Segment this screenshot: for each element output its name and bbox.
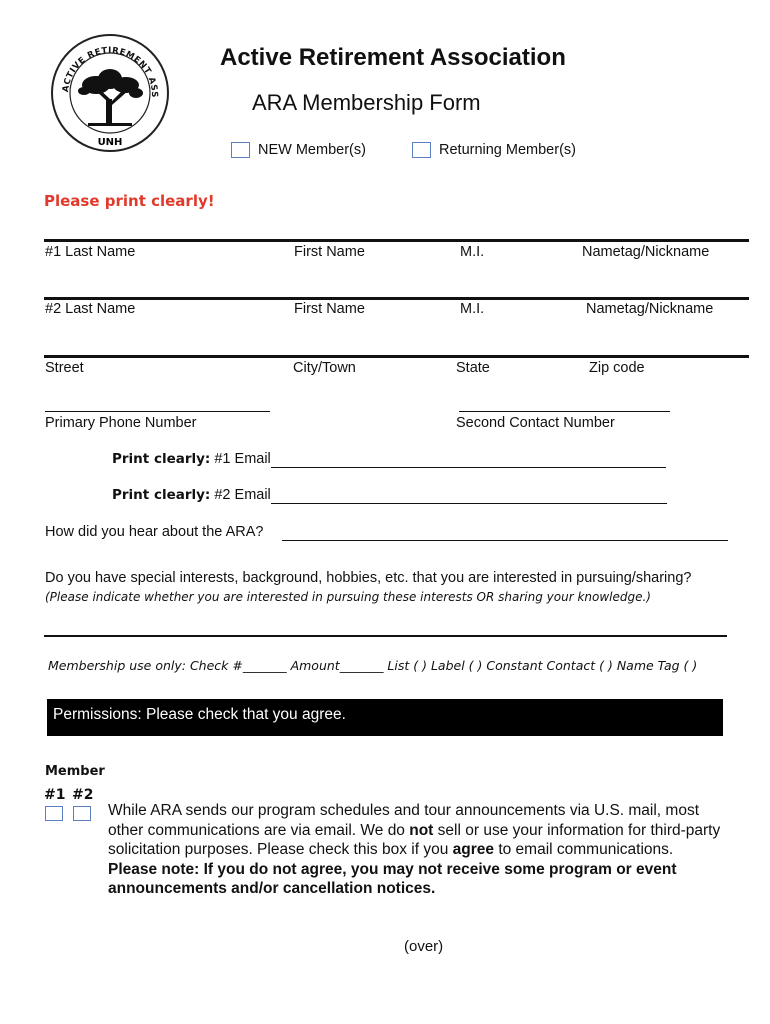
second-phone-line: [459, 411, 670, 412]
email2-prefix: Print clearly:: [112, 487, 211, 503]
hear-about-label: How did you hear about the ARA?: [45, 524, 264, 540]
member1-consent-checkbox[interactable]: [45, 806, 63, 821]
email1-row: [112, 451, 271, 467]
consent-note: Please note: If you do not agree, you may not receive some program or event announcements and/or cancellation notices.: [108, 860, 677, 897]
returning-member-label: Returning Member(s): [439, 142, 576, 158]
returning-member-checkbox[interactable]: [412, 142, 431, 158]
consent-text-agree: agree: [452, 841, 495, 858]
email2-row: [112, 487, 271, 503]
ara-logo: [48, 33, 172, 153]
email1-label: #1 Email: [214, 451, 271, 467]
form-subtitle: ARA Membership Form: [252, 90, 481, 115]
member1-first-name-field[interactable]: First Name: [294, 244, 365, 260]
second-phone-field[interactable]: Second Contact Number: [456, 415, 615, 431]
member2-nickname-field[interactable]: Nametag/Nickname: [586, 301, 714, 317]
permissions-bar: Permissions: Please check that you agree.: [47, 699, 723, 736]
member2-mi-field[interactable]: M.I.: [460, 301, 485, 317]
member2-first-name-field[interactable]: First Name: [294, 301, 365, 317]
new-member-label: NEW Member(s): [258, 142, 366, 158]
email1-field[interactable]: [271, 467, 666, 468]
row1-rule: [44, 239, 749, 242]
office-use-line: Membership use only: Check #_______ Amount_______ List ( ) Label ( ) Constant Contact ( ) Name Tag ( ): [48, 658, 698, 673]
email-consent-text: [108, 801, 728, 899]
member2-last-name-field[interactable]: #2 Last Name: [45, 301, 136, 317]
over-footer: (over): [404, 938, 444, 955]
svg-text:UNH: UNH: [97, 137, 123, 148]
interests-note: (Please indicate whether you are interested in pursuing these interests OR sharing your knowledge.): [45, 590, 651, 604]
email1-prefix: Print clearly:: [112, 451, 211, 467]
interests-question: Do you have special interests, background, hobbies, etc. that you are interested in pursuing/sharing?: [45, 570, 692, 586]
tree-logo-icon: [48, 33, 172, 153]
consent-text-part-b: sell or use your information for third-party solicitation purposes. Please check this box if you: [108, 821, 721, 858]
street-field[interactable]: Street: [45, 360, 84, 376]
email2-label: #2 Email: [214, 487, 271, 503]
state-field[interactable]: State: [456, 360, 490, 376]
member2-number: #2: [72, 787, 94, 803]
row3-rule: [44, 355, 749, 358]
row2-rule: [44, 297, 749, 300]
email2-field[interactable]: [271, 503, 667, 504]
primary-phone-field[interactable]: Primary Phone Number: [45, 415, 197, 431]
member1-mi-field[interactable]: M.I.: [460, 244, 485, 260]
city-field[interactable]: City/Town: [293, 360, 356, 376]
form-title: Active Retirement Association: [220, 44, 566, 71]
consent-text-part-c: to email communications.: [494, 841, 674, 858]
consent-text-not: not: [409, 821, 434, 839]
primary-phone-line: [45, 411, 270, 412]
new-member-option[interactable]: [231, 142, 366, 158]
member1-last-name-field[interactable]: #1 Last Name: [45, 244, 136, 260]
member1-number: #1: [44, 787, 66, 803]
svg-text:ACTIVE RETIREMENT ASSOCIATION: ACTIVE RETIREMENT ASS: [61, 45, 160, 99]
consent-text-part-a: While ARA sends our program schedules and tour announcements via U.S. mail, most other communications are via email. We do: [108, 802, 700, 839]
zip-field[interactable]: Zip code: [589, 360, 645, 376]
member2-consent-checkbox[interactable]: [73, 806, 91, 821]
print-clearly-notice: Please print clearly!: [44, 192, 215, 210]
new-member-checkbox[interactable]: [231, 142, 250, 158]
hear-about-field[interactable]: [282, 540, 728, 541]
member1-nickname-field[interactable]: Nametag/Nickname: [582, 244, 710, 260]
interests-field[interactable]: [44, 635, 727, 637]
member-header: Member: [45, 764, 105, 779]
returning-member-option[interactable]: [412, 142, 576, 158]
